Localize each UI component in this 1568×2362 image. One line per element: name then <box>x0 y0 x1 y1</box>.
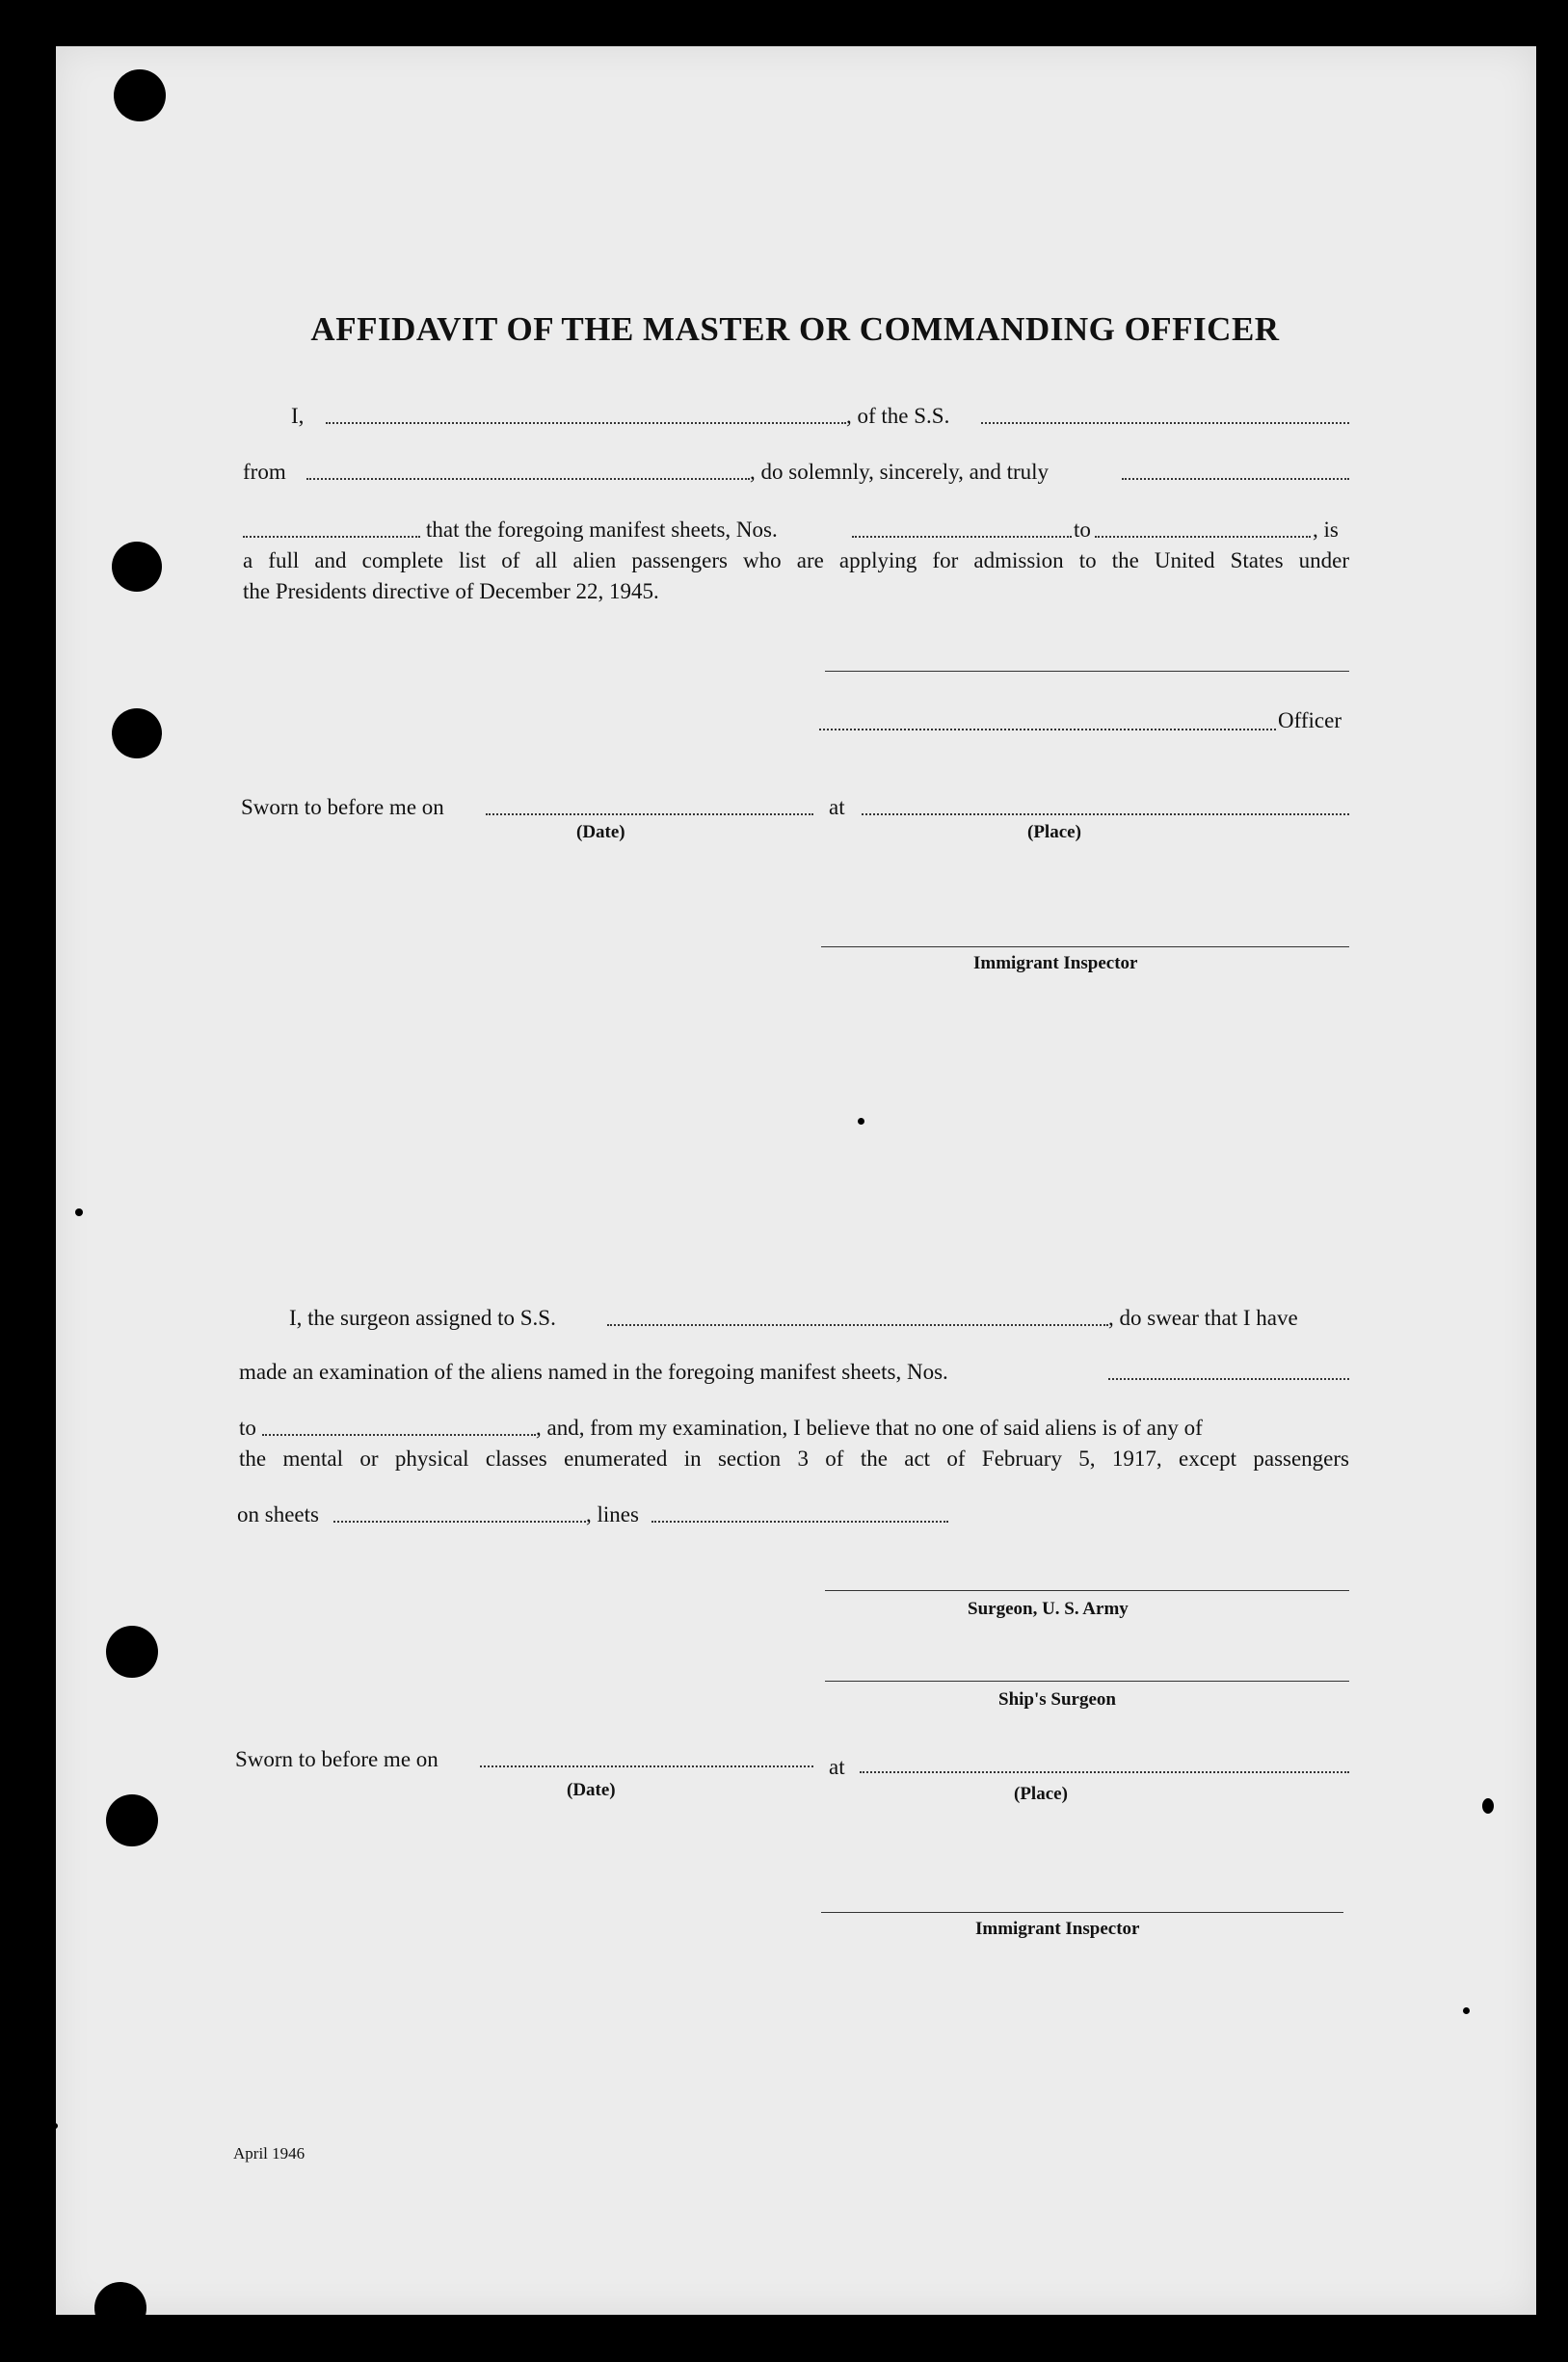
army-surgeon-caption: Surgeon, U. S. Army <box>968 1599 1129 1619</box>
punch-hole <box>112 542 162 592</box>
swear-line[interactable] <box>243 536 420 538</box>
punch-hole <box>114 69 166 121</box>
inspector-caption: Immigrant Inspector <box>973 953 1138 973</box>
surgeon-text-line: the mental or physical classes enumerated in section 3 of the act of February 5, 1917, except passengers <box>239 1446 1349 1471</box>
speck <box>75 1208 83 1216</box>
signature-line[interactable] <box>825 671 1349 672</box>
date-caption: (Date) <box>576 822 625 842</box>
place-caption: (Place) <box>1014 1784 1068 1804</box>
sworn-date-line[interactable] <box>480 1765 813 1767</box>
date-caption: (Date) <box>567 1780 616 1800</box>
inspector-signature-line[interactable] <box>821 1912 1343 1913</box>
speck <box>1482 1798 1494 1814</box>
affidavit-text-line: the Presidents directive of December 22, 1945. <box>243 579 659 603</box>
ship-surgeon-signature-line[interactable] <box>825 1681 1349 1682</box>
of-ss-label: , of the S.S. <box>846 404 950 428</box>
inspector-caption: Immigrant Inspector <box>975 1919 1140 1939</box>
to-label: to <box>1074 518 1091 542</box>
ship-surgeon-caption: Ship's Surgeon <box>998 1689 1116 1710</box>
punch-hole <box>112 708 162 758</box>
on-sheets-label: on sheets <box>237 1502 319 1526</box>
i-label: I, <box>291 404 305 428</box>
speck <box>858 1118 864 1125</box>
except-sheets-line[interactable] <box>333 1521 586 1523</box>
punch-hole <box>106 1794 158 1846</box>
sheets-to-line[interactable] <box>1095 536 1311 538</box>
solemnly-text: , do solemnly, sincerely, and truly <box>750 460 1050 484</box>
punch-hole <box>106 1626 158 1678</box>
sworn-place-line[interactable] <box>860 1771 1349 1773</box>
surgeon-text-line: , do swear that I have <box>1108 1306 1298 1330</box>
speck <box>52 2123 58 2129</box>
surgeon-text-line: I, the surgeon assigned to S.S. <box>289 1306 556 1330</box>
surgeon-text-line: , and, from my examination, I believe that no one of said aliens is of any of <box>536 1416 1203 1440</box>
master-name-line[interactable] <box>326 422 846 424</box>
officer-label: Officer <box>1278 708 1342 732</box>
to-label: to <box>239 1416 256 1440</box>
officer-signature-line[interactable] <box>819 729 1276 730</box>
at-label: at <box>829 1755 845 1779</box>
surgeon-sheets-from-line[interactable] <box>1108 1378 1349 1380</box>
inspector-signature-line[interactable] <box>821 946 1349 947</box>
lines-label: , lines <box>586 1502 639 1526</box>
sheets-from-line[interactable] <box>852 536 1072 538</box>
ship-name-line[interactable] <box>981 422 1349 424</box>
affidavit-text-line: a full and complete list of all alien passengers who are applying for admission to the United States under <box>243 548 1349 572</box>
document-page <box>56 46 1536 2315</box>
is-label: , is <box>1313 518 1339 542</box>
affirm-line[interactable] <box>1122 478 1349 480</box>
at-label: at <box>829 795 845 819</box>
sworn-label: Sworn to before me on <box>235 1747 439 1771</box>
except-lines-line[interactable] <box>651 1521 948 1523</box>
from-line[interactable] <box>306 478 750 480</box>
sworn-place-line[interactable] <box>862 813 1349 815</box>
form-date: April 1946 <box>233 2144 306 2163</box>
army-surgeon-signature-line[interactable] <box>825 1590 1349 1591</box>
document-title: AFFIDAVIT OF THE MASTER OR COMMANDING OFFICER <box>310 310 1280 348</box>
sworn-label: Sworn to before me on <box>241 795 444 819</box>
punch-hole <box>94 2282 146 2334</box>
surgeon-text-line: made an examination of the aliens named in the foregoing manifest sheets, Nos. <box>239 1360 948 1384</box>
place-caption: (Place) <box>1027 822 1081 842</box>
sworn-date-line[interactable] <box>486 813 813 815</box>
from-label: from <box>243 460 286 484</box>
foregoing-text: that the foregoing manifest sheets, Nos. <box>426 518 778 542</box>
surgeon-ship-line[interactable] <box>607 1324 1108 1326</box>
speck <box>1463 2007 1470 2014</box>
surgeon-sheets-to-line[interactable] <box>262 1434 536 1436</box>
